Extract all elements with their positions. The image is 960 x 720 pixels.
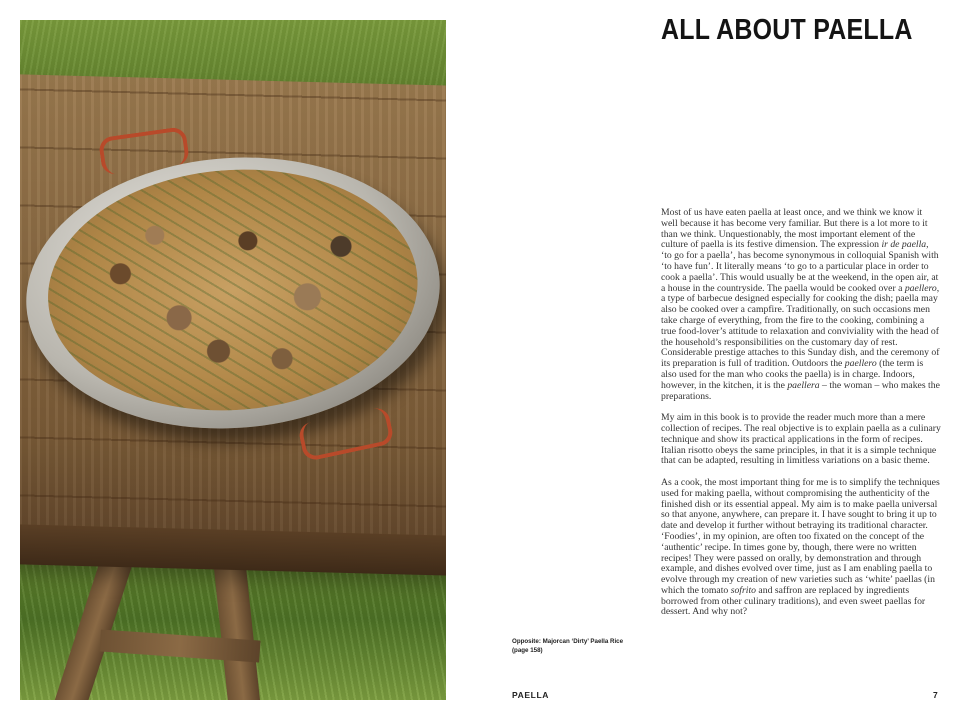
page-number: 7 xyxy=(933,690,938,700)
text-run-italic: paellero xyxy=(844,358,877,370)
body-text xyxy=(661,208,941,629)
text-run: , a type of barbecue designed especially for cooking the dish; paella may also be cooked over a campfire. Traditionally, on such occasions men take charge of everything, from the fire to the cooking, combining a true food-lover’s attitude to relaxation and conviviality with the head of the household’s responsibilities on the customary day of rest. Considerable prestige attaches to this Sunday dish, and the ceremony of its preparation is full of tradition. Outdoors the xyxy=(661,282,940,370)
photo-caption xyxy=(512,637,652,655)
text-run: and saffron are replaced by ingredients borrowed from other culinary traditions), and even sweet paellas for dessert. And why not? xyxy=(661,584,926,618)
text-run-italic: sofrito xyxy=(730,584,756,596)
text-run: (the term is also used for the man who cooks the paella) is in charge. Indoors, however, in the kitchen, it is the xyxy=(661,358,924,391)
paragraph-1 xyxy=(661,208,941,402)
paragraph-3 xyxy=(661,478,941,618)
caption-page-ref: (page 158) xyxy=(512,647,543,654)
text-run: As a cook, the most important thing for me is to simplify the techniques used for making paella, without compromising the authenticity of the finished dish or its essential appeal. My aim is to make paella universal so that anyone, anywhere, can prepare it. I have sought to bring it up to date and develop it further without betraying its traditional character. ‘Foodies’, in my opinion, are often too fixated on the concept of the ‘authentic’ recipe. In times gone by, though, there were no written recipes! They were passed on orally, by demonstration and through example, and dishes evolved over time, just as I am enabling paella to evolve through my creation of new varieties such as ‘white’ paellas (in which the tomato xyxy=(661,476,940,596)
text-run: Most of us have eaten paella at least once, and we think we know it well because it has become very familiar. But there is a lot more to it than we think. Unquestionably, the most important element of the culture of paella is its festive dimension. The expression xyxy=(661,207,928,251)
paella-rice xyxy=(40,157,426,422)
text-run-italic: paellero xyxy=(904,282,937,294)
running-footer-section: PAELLA xyxy=(512,690,549,700)
paella-photo xyxy=(20,20,446,700)
caption-line: Opposite: Majorcan ‘Dirty’ Paella Rice xyxy=(512,638,624,645)
text-run-italic: ir de paella xyxy=(881,239,927,251)
page-title: ALL ABOUT PAELLA xyxy=(661,14,913,46)
paragraph-2: My aim in this book is to provide the reader much more than a mere collection of recipes. The real objective is to explain paella as a culinary technique and show its practical applications in the form of recipes. Italian risotto obeys the same principles, in that it is a simple technique that can be adapted, resulting in limitless variations on a basic theme. xyxy=(661,412,941,467)
text-run: – the woman – who makes the preparations. xyxy=(661,379,940,402)
text-run: , ‘to go for a paella’, has become synonymous in colloquial Spanish with ‘to have fun’. It literally means ‘to go to a particular place in order to cook a paella’. This would usually be at the weekend, in the open air, at a house in the countryside. The paella would be cooked over a xyxy=(661,239,939,294)
text-run-italic: paellera xyxy=(787,379,820,391)
